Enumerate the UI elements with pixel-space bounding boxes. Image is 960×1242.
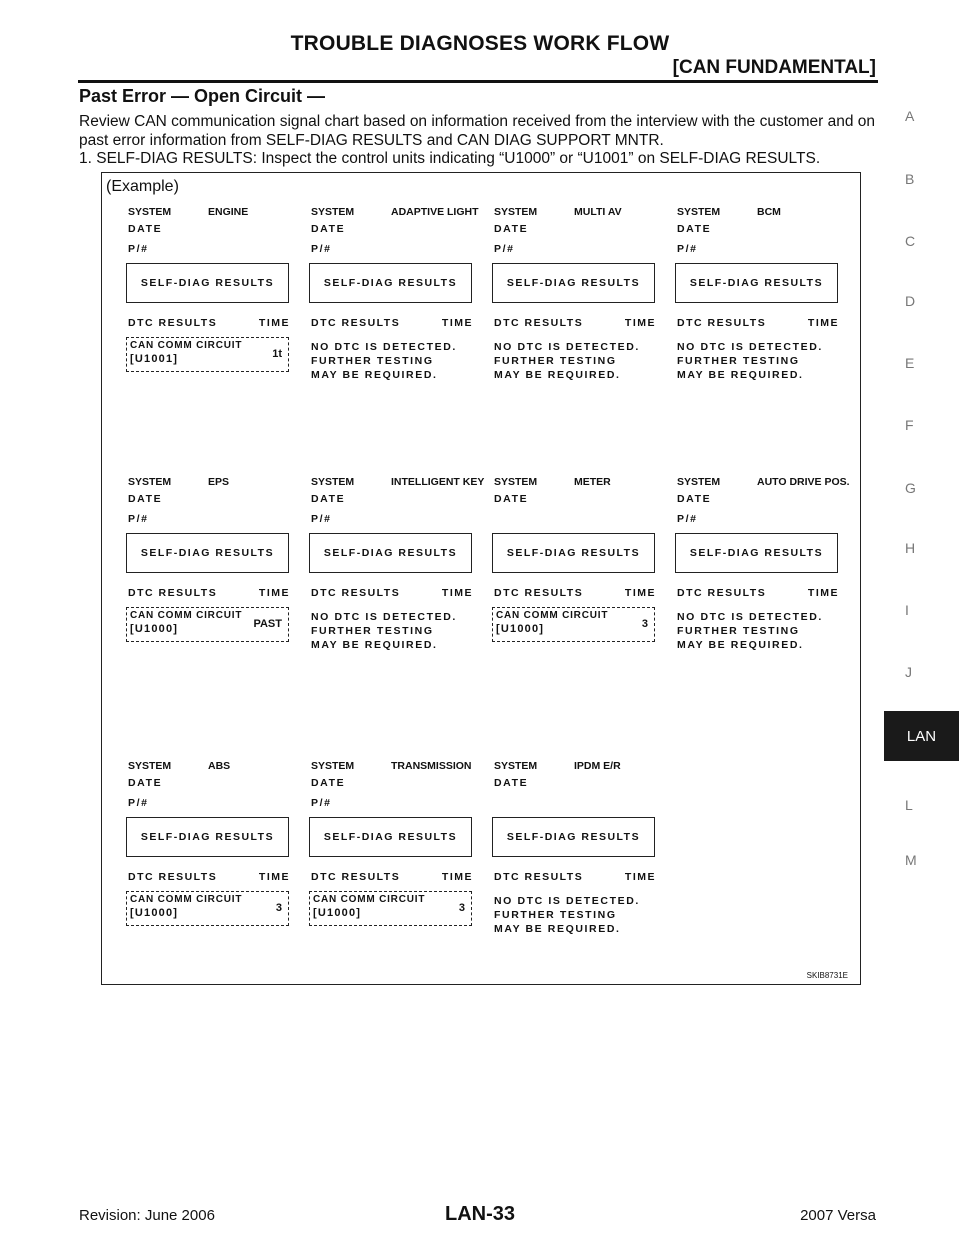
- system-label: [311, 476, 486, 488]
- dtc-time: 1t: [272, 348, 282, 360]
- side-tab[interactable]: D: [905, 293, 916, 309]
- part-number-label: P/#: [128, 243, 149, 255]
- system-caption: SYSTEM: [311, 760, 355, 772]
- time-label: TIME: [624, 587, 656, 599]
- page-header-title: TROUBLE DIAGNOSES WORK FLOW: [290, 32, 670, 55]
- no-dtc-line: MAY BE REQUIRED.: [677, 639, 804, 651]
- dtc-entry: [126, 607, 289, 642]
- system-name: TRANSMISSION: [391, 760, 472, 772]
- time-label: TIME: [258, 317, 290, 329]
- system-name: ADAPTIVE LIGHT: [391, 206, 479, 218]
- side-tab[interactable]: G: [905, 480, 916, 496]
- dtc-name: CAN COMM CIRCUIT: [313, 894, 426, 905]
- dtc-results-label: DTC RESULTS: [494, 871, 584, 883]
- dtc-code: [U1000]: [496, 623, 545, 635]
- dtc-name: CAN COMM CIRCUIT: [130, 340, 243, 351]
- system-label: [311, 206, 486, 218]
- time-label: TIME: [807, 587, 839, 599]
- date-label: DATE: [311, 223, 346, 235]
- no-dtc-message: [494, 340, 640, 382]
- side-tab[interactable]: B: [905, 171, 915, 187]
- self-diag-results-button[interactable]: SELF-DIAG RESULTS: [309, 533, 472, 573]
- system-caption: SYSTEM: [311, 206, 355, 218]
- figure-id: SKIB8731E: [806, 971, 848, 980]
- dtc-results-label: DTC RESULTS: [128, 317, 218, 329]
- dtc-name: CAN COMM CIRCUIT: [130, 610, 243, 621]
- control-unit-card: [126, 760, 292, 1010]
- no-dtc-line: NO DTC IS DETECTED.: [677, 611, 823, 623]
- date-label: DATE: [677, 223, 712, 235]
- part-number-label: P/#: [128, 513, 149, 525]
- dtc-time: 3: [275, 902, 282, 914]
- system-name: EPS: [208, 476, 230, 488]
- system-name: MULTI AV: [574, 206, 622, 218]
- dtc-results-label: DTC RESULTS: [128, 871, 218, 883]
- part-number-label: P/#: [677, 243, 698, 255]
- dtc-results-label: DTC RESULTS: [311, 317, 401, 329]
- figure-caption: (Example): [106, 178, 179, 195]
- self-diag-results-button[interactable]: SELF-DIAG RESULTS: [309, 817, 472, 857]
- system-name: AUTO DRIVE POS.: [757, 476, 850, 488]
- dtc-results-label: DTC RESULTS: [494, 317, 584, 329]
- control-unit-card: [126, 476, 292, 726]
- system-label: [677, 476, 852, 488]
- dtc-results-header: [677, 317, 839, 329]
- control-unit-card: [675, 206, 841, 456]
- step-1: 1. SELF-DIAG RESULTS: Inspect the control units indicating “U1000” or “U1001” on SELF-DIAG RESULTS.: [79, 150, 821, 167]
- side-tab[interactable]: A: [905, 108, 915, 124]
- no-dtc-line: NO DTC IS DETECTED.: [677, 341, 823, 353]
- date-label: DATE: [128, 493, 163, 505]
- no-dtc-line: NO DTC IS DETECTED.: [311, 341, 457, 353]
- footer-revision: Revision: June 2006: [79, 1207, 215, 1224]
- dtc-results-label: DTC RESULTS: [677, 317, 767, 329]
- control-unit-card: [309, 760, 475, 1010]
- dtc-code: [U1000]: [130, 907, 179, 919]
- time-label: TIME: [807, 317, 839, 329]
- dtc-results-header: [494, 587, 656, 599]
- part-number-label: P/#: [677, 513, 698, 525]
- section-title: Past Error — Open Circuit —: [79, 86, 326, 106]
- time-label: TIME: [258, 871, 290, 883]
- self-diag-results-button[interactable]: SELF-DIAG RESULTS: [126, 263, 289, 303]
- system-name: ENGINE: [208, 206, 249, 218]
- no-dtc-line: MAY BE REQUIRED.: [494, 923, 621, 935]
- dtc-results-header: [128, 587, 290, 599]
- no-dtc-line: NO DTC IS DETECTED.: [311, 611, 457, 623]
- system-label: [128, 206, 303, 218]
- self-diag-results-button[interactable]: SELF-DIAG RESULTS: [675, 533, 838, 573]
- side-tab[interactable]: J: [905, 664, 912, 680]
- dtc-code: [U1001]: [130, 353, 179, 365]
- side-tab[interactable]: H: [905, 540, 916, 556]
- part-number-label: P/#: [311, 513, 332, 525]
- page-header-subtitle: [CAN FUNDAMENTAL]: [672, 57, 876, 78]
- no-dtc-message: [311, 340, 457, 382]
- date-label: DATE: [128, 223, 163, 235]
- system-caption: SYSTEM: [677, 206, 721, 218]
- time-label: TIME: [624, 871, 656, 883]
- system-label: [494, 206, 669, 218]
- system-caption: SYSTEM: [494, 476, 538, 488]
- time-label: TIME: [441, 587, 473, 599]
- dtc-results-header: [677, 587, 839, 599]
- dtc-results-header: [311, 317, 473, 329]
- system-label: [677, 206, 852, 218]
- no-dtc-line: NO DTC IS DETECTED.: [494, 895, 640, 907]
- time-label: TIME: [441, 871, 473, 883]
- side-tab[interactable]: L: [905, 797, 913, 813]
- date-label: DATE: [494, 493, 529, 505]
- date-label: DATE: [494, 223, 529, 235]
- control-unit-card: [492, 206, 658, 456]
- no-dtc-line: FURTHER TESTING: [494, 909, 617, 921]
- no-dtc-message: [677, 340, 823, 382]
- part-number-label: P/#: [494, 243, 515, 255]
- control-unit-card: [675, 476, 850, 726]
- system-caption: SYSTEM: [128, 760, 172, 772]
- system-label: [311, 760, 486, 772]
- system-caption: SYSTEM: [128, 206, 172, 218]
- side-tab[interactable]: E: [905, 355, 915, 371]
- no-dtc-line: NO DTC IS DETECTED.: [494, 341, 640, 353]
- dtc-entry: [126, 337, 289, 372]
- self-diag-results-button[interactable]: SELF-DIAG RESULTS: [309, 263, 472, 303]
- date-label: DATE: [311, 777, 346, 789]
- no-dtc-line: FURTHER TESTING: [677, 355, 800, 367]
- part-number-label: P/#: [128, 797, 149, 809]
- system-label: [128, 476, 303, 488]
- dtc-results-header: [311, 871, 473, 883]
- control-unit-card: [492, 760, 658, 1010]
- system-label: [128, 760, 303, 772]
- dtc-results-header: [494, 317, 656, 329]
- system-caption: SYSTEM: [677, 476, 721, 488]
- system-caption: SYSTEM: [311, 476, 355, 488]
- no-dtc-message: [311, 610, 457, 652]
- self-diag-results-button[interactable]: SELF-DIAG RESULTS: [492, 533, 655, 573]
- system-name: INTELLIGENT KEY: [391, 476, 485, 488]
- control-unit-card: [309, 476, 485, 726]
- header-divider: [78, 80, 878, 83]
- side-tab[interactable]: C: [905, 233, 916, 249]
- no-dtc-line: MAY BE REQUIRED.: [311, 369, 438, 381]
- dtc-time: 3: [641, 618, 648, 630]
- system-caption: SYSTEM: [494, 760, 538, 772]
- footer-page-number: LAN-33: [444, 1203, 515, 1225]
- side-tabs: [885, 0, 960, 1242]
- dtc-results-label: DTC RESULTS: [311, 587, 401, 599]
- system-name: IPDM E/R: [574, 760, 621, 772]
- no-dtc-message: [494, 894, 640, 936]
- dtc-results-label: DTC RESULTS: [311, 871, 401, 883]
- system-caption: SYSTEM: [494, 206, 538, 218]
- system-caption: SYSTEM: [128, 476, 172, 488]
- system-name: BCM: [757, 206, 781, 218]
- side-tab[interactable]: I: [905, 602, 909, 618]
- no-dtc-message: [677, 610, 823, 652]
- time-label: TIME: [624, 317, 656, 329]
- no-dtc-line: FURTHER TESTING: [494, 355, 617, 367]
- system-label: [494, 476, 669, 488]
- time-label: TIME: [258, 587, 290, 599]
- system-name: METER: [574, 476, 611, 488]
- system-name: ABS: [208, 760, 231, 772]
- no-dtc-line: MAY BE REQUIRED.: [311, 639, 438, 651]
- dtc-name: CAN COMM CIRCUIT: [130, 894, 243, 905]
- dtc-results-header: [311, 587, 473, 599]
- dtc-results-label: DTC RESULTS: [128, 587, 218, 599]
- date-label: DATE: [677, 493, 712, 505]
- self-diag-results-button[interactable]: SELF-DIAG RESULTS: [126, 533, 289, 573]
- dtc-name: CAN COMM CIRCUIT: [496, 610, 609, 621]
- self-diag-results-button[interactable]: SELF-DIAG RESULTS: [675, 263, 838, 303]
- side-tab[interactable]: F: [905, 417, 914, 433]
- example-figure: [101, 172, 861, 985]
- time-label: TIME: [441, 317, 473, 329]
- no-dtc-line: MAY BE REQUIRED.: [677, 369, 804, 381]
- part-number-label: P/#: [311, 243, 332, 255]
- intro-paragraph: Review CAN communication signal chart based on information received from the interview with the customer and on past error information from SELF-DIAG RESULTS and CAN DIAG SUPPORT MNTR.: [79, 113, 876, 149]
- no-dtc-line: FURTHER TESTING: [677, 625, 800, 637]
- dtc-time: PAST: [253, 618, 282, 630]
- no-dtc-line: FURTHER TESTING: [311, 355, 434, 367]
- dtc-code: [U1000]: [130, 623, 179, 635]
- dtc-results-label: DTC RESULTS: [677, 587, 767, 599]
- dtc-code: [U1000]: [313, 907, 362, 919]
- system-label: [494, 760, 669, 772]
- dtc-time: 3: [458, 902, 465, 914]
- date-label: DATE: [311, 493, 346, 505]
- self-diag-results-button[interactable]: SELF-DIAG RESULTS: [126, 817, 289, 857]
- dtc-entry: [126, 891, 289, 926]
- self-diag-results-button[interactable]: SELF-DIAG RESULTS: [492, 263, 655, 303]
- date-label: DATE: [494, 777, 529, 789]
- dtc-results-header: [128, 871, 290, 883]
- control-unit-card: [126, 206, 292, 456]
- dtc-entry: [309, 891, 472, 926]
- dtc-results-header: [128, 317, 290, 329]
- no-dtc-line: FURTHER TESTING: [311, 625, 434, 637]
- dtc-entry: [492, 607, 655, 642]
- side-tab[interactable]: M: [905, 852, 917, 868]
- part-number-label: P/#: [311, 797, 332, 809]
- no-dtc-line: MAY BE REQUIRED.: [494, 369, 621, 381]
- self-diag-results-button[interactable]: SELF-DIAG RESULTS: [492, 817, 655, 857]
- dtc-results-label: DTC RESULTS: [494, 587, 584, 599]
- side-tab-lan[interactable]: LAN: [884, 711, 959, 761]
- dtc-results-header: [494, 871, 656, 883]
- date-label: DATE: [128, 777, 163, 789]
- control-unit-card: [492, 476, 658, 726]
- footer-model: 2007 Versa: [800, 1207, 876, 1224]
- control-unit-card: [309, 206, 479, 456]
